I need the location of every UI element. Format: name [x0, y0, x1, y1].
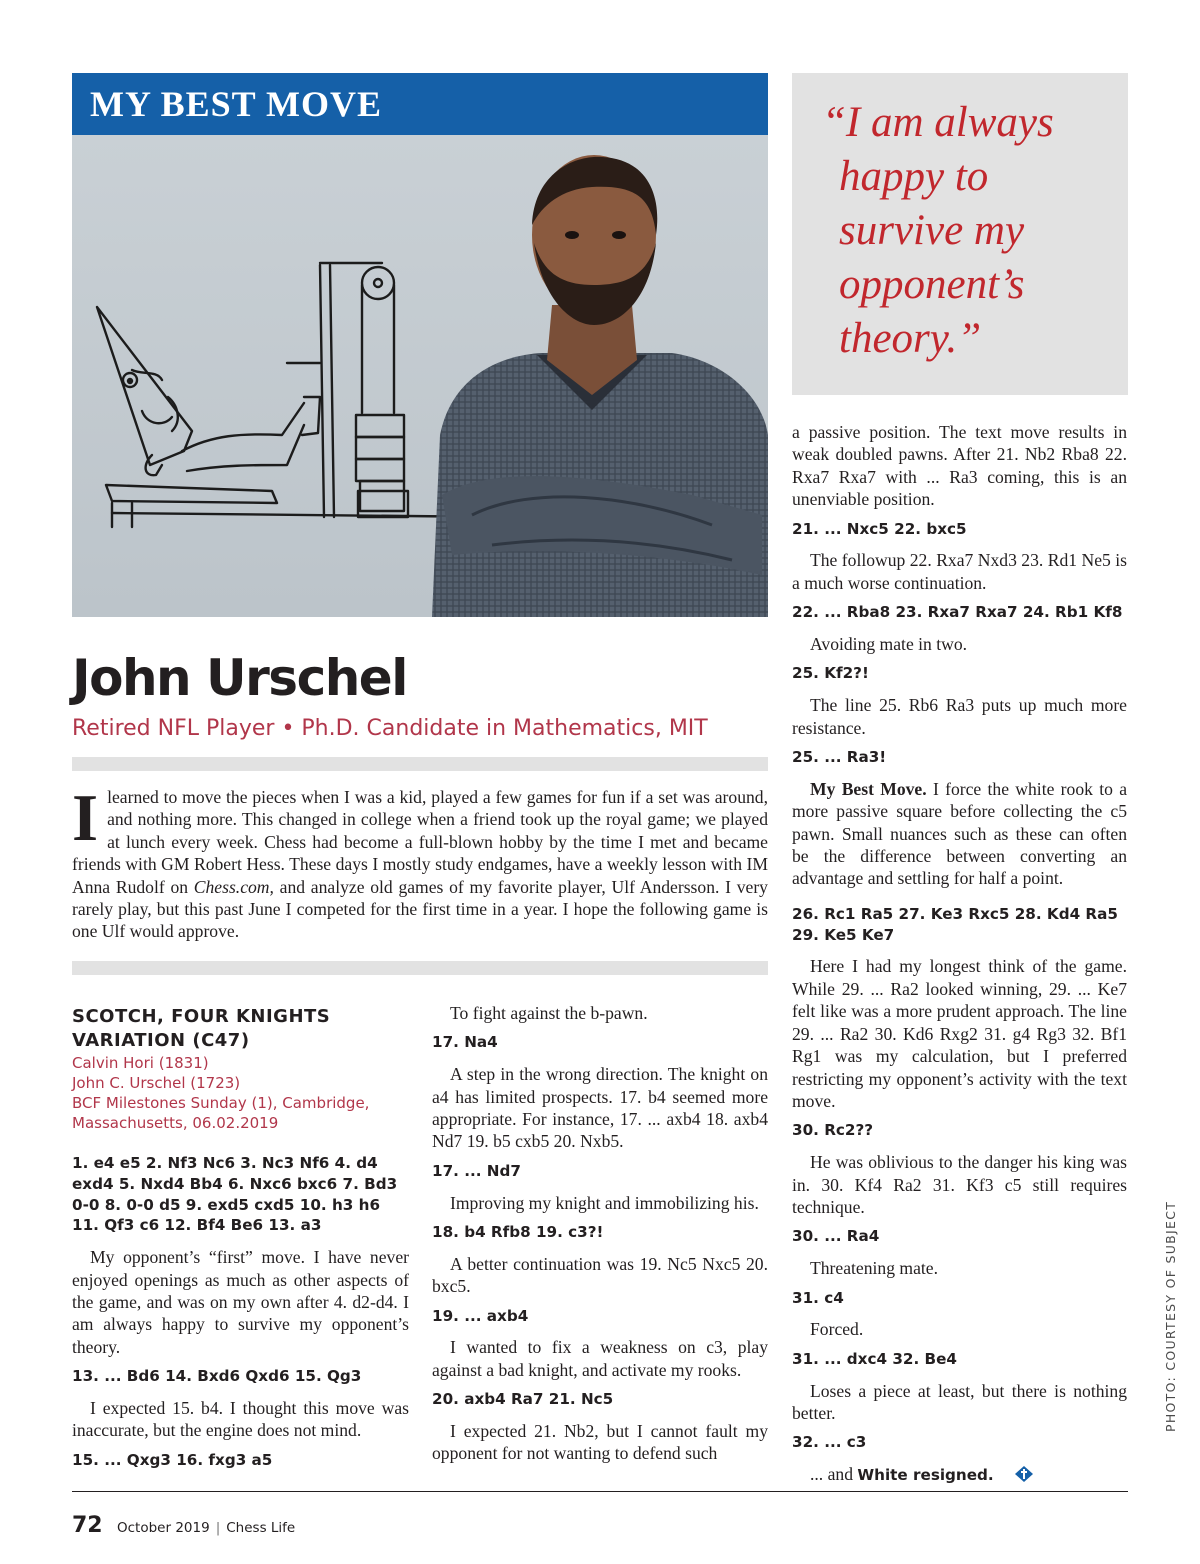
- move-line: 17. Na4: [432, 1033, 498, 1052]
- commentary-final: [792, 1463, 1127, 1488]
- final-prefix: ... and: [810, 1464, 858, 1485]
- player-name: John Urschel: [72, 649, 407, 707]
- commentary: Improving my knight and immobilizing his.: [450, 1192, 759, 1213]
- commentary: [792, 778, 1127, 890]
- move-line: 22. ... Rba8 23. Rxa7 Rxa7 24. Rb1 Kf8: [792, 603, 1123, 622]
- commentary: a passive position. The text move results in weak doubled pawns. After 21. Nb2 Rba8 22. Rxa7 Rxa7 with ... Ra3 coming, this is an unenviable position.: [792, 422, 1127, 510]
- move-line: 1. e4 e5 2. Nf3 Nc6 3. Nc3 Nf6 4. d4 exd4 5. Nxd4 Bb4 6. Nxc6 bxc6 7. Bd3 0-0 8. 0-0 d5 9. exd5 cxd5 10. h3 h6 11. Qf3 c6 12. Bf4 Be6 13. a3: [72, 1154, 398, 1235]
- pull-quote-line: “I am always: [822, 99, 1054, 146]
- game-white-player: Calvin Hori (1831): [72, 1054, 209, 1072]
- commentary: To fight against the b-pawn.: [450, 1003, 648, 1023]
- commentary: The followup 22. Rxa7 Nxd3 23. Rd1 Ne5 is a much worse continuation.: [792, 550, 1127, 593]
- commentary: I wanted to fix a weakness on c3, play against a bad knight, and activate my rooks.: [432, 1337, 768, 1380]
- commentary: A better continuation was 19. Nc5 Nxc5 20. bxc5.: [432, 1253, 768, 1297]
- commentary: My opponent’s “first” move. I have never enjoyed openings as much as other aspects of the game, and was on my own after 4. d2-d4. I am always happy to survive my opponent’s theory.: [72, 1247, 409, 1357]
- commentary: A step in the wrong direction. The knight on a4 has limited prospects. 17. b4 seemed more appropriate. For instance, 17. ... axb4 18. axb4 Nd7 19. b5 cxb5 20. Nxb5.: [432, 1064, 768, 1152]
- column-middle: [432, 1002, 768, 1465]
- footer-separator: |: [215, 1520, 221, 1536]
- pull-quote-line: theory.”: [839, 315, 982, 362]
- move-line: 18. b4 Rfb8 19. c3?!: [432, 1223, 604, 1242]
- pull-quote-line: happy to: [839, 153, 989, 200]
- move-line: 25. Kf2?!: [792, 664, 869, 683]
- chess-life-end-icon: [996, 1465, 1034, 1488]
- drop-cap: I: [72, 781, 99, 855]
- result-text: White resigned.: [857, 1466, 994, 1485]
- intro-text: learned to move the pieces when I was a kid, played a few games for fun if a set was around, and nothing more. This changed in college when a friend took up the royal game; we played at lunch every week. Chess had become a full-blown hobby by the time I met and became friends with GM Robert Hess. These days I mostly study endgames, have a weekly lesson with IM Anna Rudolf on: [72, 787, 768, 897]
- section-divider: [72, 961, 768, 975]
- move-line: 13. ... Bd6 14. Bxd6 Qxd6 15. Qg3: [72, 1367, 362, 1386]
- issue-date: October 2019: [117, 1520, 210, 1536]
- commentary: Loses a piece at least, but there is nothing better.: [792, 1380, 1127, 1423]
- commentary: Avoiding mate in two.: [810, 634, 968, 655]
- intro-site: Chess.com,: [193, 876, 274, 897]
- best-move-label: My Best Move.: [810, 778, 927, 799]
- move-line: 26. Rc1 Ra5 27. Ke3 Rxc5 28. Kd4 Ra5 29. Ke5 Ke7: [792, 904, 1118, 944]
- page-number: 72: [72, 1513, 103, 1538]
- section-header: MY BEST MOVE: [72, 73, 768, 135]
- move-line: 30. Rc2??: [792, 1121, 874, 1140]
- column-right: [792, 421, 1127, 1489]
- pull-quote: [822, 96, 1122, 366]
- footer-text: [117, 1518, 295, 1538]
- column-left: [72, 1005, 409, 1471]
- move-line: 32. ... c3: [792, 1433, 867, 1452]
- pull-quote-line: opponent’s: [839, 261, 1025, 308]
- commentary: I expected 15. b4. I thought this move was inaccurate, but the engine does not mind.: [72, 1398, 409, 1441]
- portrait-photo: [72, 135, 768, 617]
- move-line: 31. c4: [792, 1288, 844, 1307]
- player-subtitle: Retired NFL Player • Ph.D. Candidate in Mathematics, MIT: [72, 716, 708, 741]
- magazine-name: Chess Life: [226, 1520, 296, 1536]
- commentary: I expected 21. Nb2, but I cannot fault my opponent for not wanting to defend such: [432, 1421, 768, 1464]
- commentary: Forced.: [810, 1319, 864, 1340]
- commentary: The line 25. Rb6 Ra3 puts up much more resistance.: [792, 695, 1127, 738]
- move-line: 19. ... axb4: [432, 1306, 529, 1325]
- commentary: Threatening mate.: [810, 1258, 938, 1279]
- commentary: Here I had my longest think of the game. While 29. ... Ra2 looked winning, 29. ... Ke7 felt like was a more prudent approach. The line 29. ... Ra2 30. Kd6 Rxg2 31. g4 Rg3 32. Bf1 Rg1 was my calculation, but I preferred restricting my opponent’s activity with the text move.: [792, 956, 1127, 1111]
- move-line: 25. ... Ra3!: [792, 748, 887, 767]
- move-line: 17. ... Nd7: [432, 1161, 521, 1180]
- commentary: He was oblivious to the danger his king was in. 30. Kf4 Ra2 31. Kf3 c5 still requires technique.: [792, 1152, 1127, 1217]
- pull-quote-line: survive my: [839, 207, 1025, 254]
- section-divider: [72, 757, 768, 771]
- game-event: BCF Milestones Sunday (1), Cambridge, Massachusetts, 06.02.2019: [72, 1094, 370, 1132]
- move-line: 15. ... Qxg3 16. fxg3 a5: [72, 1450, 273, 1469]
- move-line: 20. axb4 Ra7 21. Nc5: [432, 1390, 614, 1409]
- intro-text: and analyze old games of my favorite player, Ulf Andersson. I very rarely play, but this past June I competed for the first time in a year. I hope the following game is one Ulf would approve.: [72, 876, 768, 942]
- footer-rule: [72, 1491, 1128, 1492]
- intro-paragraph: [72, 781, 768, 943]
- commentary-text: I force the white rook to a more passive square before collecting the c5 pawn. Small nuances such as these can often be the difference between converting an advantage and settling for half a point.: [792, 778, 1128, 889]
- game-title: SCOTCH, FOUR KNIGHTS VARIATION (C47): [72, 1006, 331, 1051]
- photo-credit: PHOTO: COURTESY OF SUBJECT: [1163, 1200, 1178, 1432]
- game-black-player: John C. Urschel (1723): [72, 1074, 241, 1092]
- move-line: 31. ... dxc4 32. Be4: [792, 1349, 957, 1368]
- move-line: 21. ... Nxc5 22. bxc5: [792, 519, 967, 538]
- move-line: 30. ... Ra4: [792, 1227, 880, 1246]
